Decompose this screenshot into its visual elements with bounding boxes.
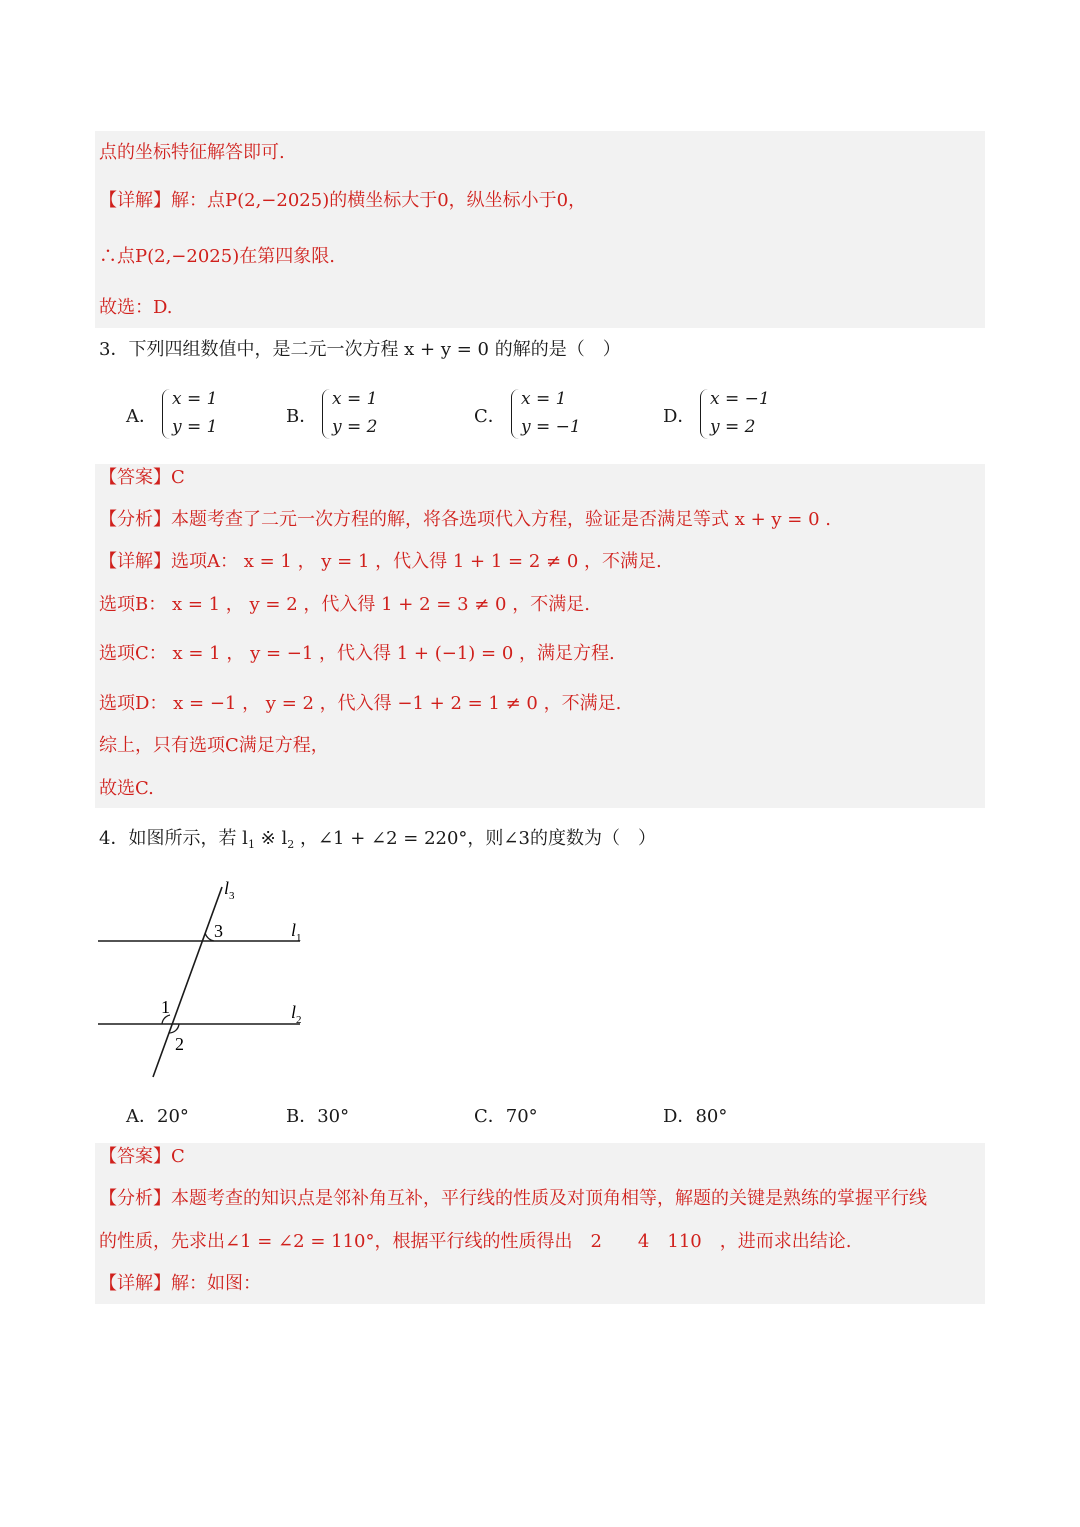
prev-line2-text: 解：点P(2,−2025)的横坐标大于0，纵坐标小于0， (171, 190, 587, 211)
prev-line3: ∴点P(2,−2025)在第四象限. (99, 246, 335, 267)
q4-detail: 【详解】解：如图： (99, 1273, 261, 1294)
q4-option-b-value: 30° (317, 1106, 350, 1127)
q4-stem-sub1: 1 (247, 838, 255, 851)
q4-option-c (474, 1102, 538, 1128)
q3-option-c-system (521, 385, 581, 441)
q3-option-a-x: x = 1 (172, 389, 218, 409)
q4-stem-part-a: 4．如图所示，若 l (99, 828, 248, 849)
label-l2: $l_2$ (291, 1002, 302, 1026)
label-angle-3: 3 (214, 921, 223, 941)
prev-line1: 点的坐标特征解答即可. (99, 142, 285, 163)
q3-final: 故选C. (99, 778, 154, 799)
q4-stem (99, 827, 656, 857)
q4-option-b-label: B． (286, 1106, 318, 1127)
q3-answer: 【答案】C (99, 467, 185, 488)
q3-detail1: 【详解】选项A： x = 1 ， y = 1 ，代入得 1 + 1 = 2 ≠ 0 ，不满足. (99, 551, 662, 572)
q4-answer: 【答案】C (99, 1146, 185, 1167)
q3-option-b-x: x = 1 (332, 389, 378, 409)
label-angle-1: 1 (161, 997, 170, 1017)
q4-stem-sub2: 2 (287, 838, 295, 851)
q3-analysis: 【分析】本题考查了二元一次方程的解，将各选项代入方程，验证是否满足等式 x + y = 0 . (99, 509, 831, 530)
q3-option-d-label: D． (663, 406, 696, 427)
q4-option-c-label: C． (474, 1106, 506, 1127)
q3-option-b-label: B． (286, 406, 318, 427)
q3-option-a-system (172, 385, 217, 441)
label-l3: $l_3$ (224, 878, 235, 902)
q3-detail4: 选项D： x = −1 ， y = 2 ，代入得 −1 + 2 = 1 ≠ 0 ，不满足. (99, 693, 622, 714)
q3-option-c-y: y = −1 (521, 417, 581, 437)
q4-option-a-value: 20° (157, 1106, 189, 1127)
q3-option-d-x: x = −1 (710, 389, 770, 409)
q3-option-d-system (710, 385, 770, 441)
q4-stem-part-b: ※ l (254, 828, 288, 849)
q3-detail3: 选项C： x = 1 ， y = −1 ，代入得 1 + (−1) = 0 ，满足方程. (99, 643, 615, 664)
q3-option-c-x: x = 1 (521, 389, 567, 409)
q3-option-a-y: y = 1 (172, 417, 218, 437)
q3-summary: 综上，只有选项C满足方程， (99, 735, 329, 756)
label-angle-2: 2 (175, 1034, 184, 1054)
q4-analysis2: 的性质，先求出∠1 = ∠2 = 110°，根据平行线的性质得出 2 4 110 ，进而求出结论. (99, 1231, 852, 1252)
line-l3 (153, 887, 222, 1077)
angle-3-arc (205, 933, 214, 941)
q4-option-d-value: 80° (695, 1106, 728, 1127)
q4-option-d (663, 1102, 727, 1128)
q3-detail2: 选项B： x = 1 ， y = 2 ，代入得 1 + 2 = 3 ≠ 0 ，不满足. (99, 594, 590, 615)
q3-option-d-y: y = 2 (710, 417, 756, 437)
prev-line4: 故选：D. (99, 297, 173, 318)
prev-line2-tag: 【详解】 (99, 190, 171, 211)
prev-line2 (99, 189, 586, 213)
q4-option-a-label: A． (126, 1106, 157, 1127)
q3-option-b-system (332, 385, 377, 441)
q4-figure (90, 875, 320, 1085)
q3-stem: 3．下列四组数值中，是二元一次方程 x + y = 0 的解的是（ ） (99, 339, 621, 360)
label-l1: $l_1$ (291, 920, 302, 944)
q4-analysis1: 【分析】本题考查的知识点是邻补角互补，平行线的性质及对顶角相等，解题的关键是熟练的掌握平行线 (99, 1188, 927, 1209)
q3-option-c-label: C． (474, 406, 506, 427)
q4-stem-part-c: ，∠1 + ∠2 = 220°，则∠3的度数为（ ） (294, 828, 656, 849)
q3-option-b-y: y = 2 (332, 417, 378, 437)
q4-option-d-label: D． (663, 1106, 696, 1127)
q4-option-a (126, 1102, 189, 1128)
q4-option-c-value: 70° (505, 1106, 538, 1127)
q4-option-b (286, 1102, 349, 1128)
q3-option-a-label: A． (126, 406, 157, 427)
